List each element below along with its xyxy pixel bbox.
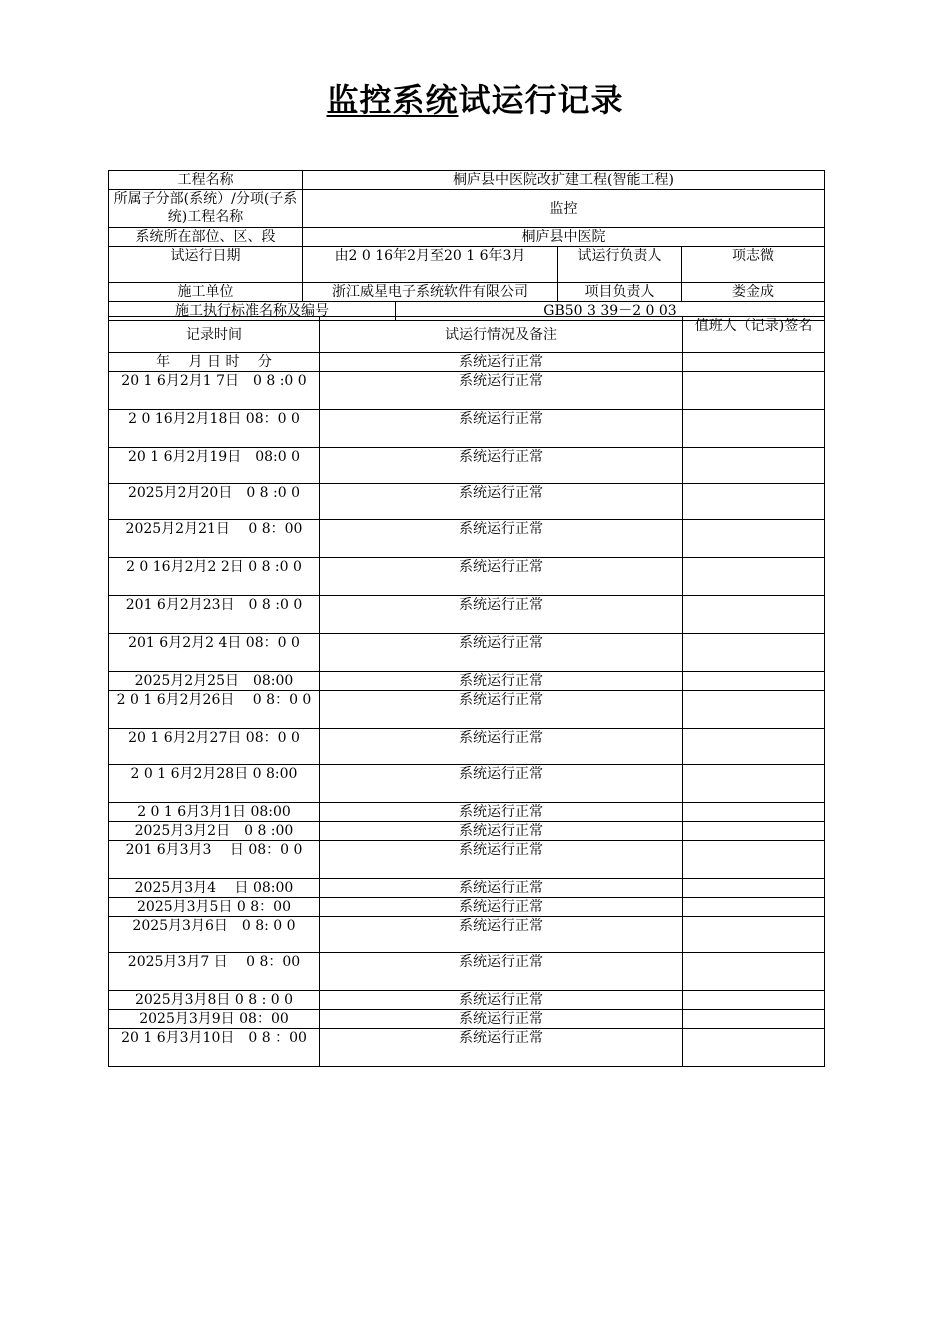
table-row [109, 448, 825, 484]
contractor-value: 浙江威星电子系统软件有限公司 [303, 283, 558, 302]
location-value: 桐庐县中医院 [303, 228, 825, 247]
table-row [109, 691, 825, 729]
record-time-cell: 2 0 16月2月2 2日 0 8 :0 0 [109, 558, 320, 596]
project-name-label: 工程名称 [109, 171, 303, 190]
record-time-cell: 2025月3月6日 0 8: 0 0 [109, 917, 320, 953]
signer-cell [683, 596, 825, 634]
record-time-cell: 201 6月2月23日 0 8 :0 0 [109, 596, 320, 634]
table-row [109, 520, 825, 558]
subsystem-value: 监控 [303, 190, 825, 228]
table-row [109, 558, 825, 596]
record-time-cell: 2025月3月5日 0 8：00 [109, 898, 320, 917]
trial-lead-label: 试运行负责人 [558, 247, 682, 283]
table-row [109, 991, 825, 1010]
status-cell: 系统运行正常 [320, 596, 683, 634]
signer-cell [683, 917, 825, 953]
location-label: 系统所在部位、区、段 [109, 228, 303, 247]
status-cell: 系统运行正常 [320, 410, 683, 448]
status-cell: 系统运行正常 [320, 558, 683, 596]
record-time-cell: 2 0 1 6月3月1日 08:00 [109, 803, 320, 822]
table-row [109, 634, 825, 672]
table-row [109, 596, 825, 634]
status-cell: 系统运行正常 [320, 765, 683, 803]
signer-cell [683, 1029, 825, 1067]
status-cell: 系统运行正常 [320, 1029, 683, 1067]
signer-cell [683, 841, 825, 879]
signer-cell [683, 520, 825, 558]
status-cell: 系统运行正常 [320, 917, 683, 953]
signer-cell [683, 879, 825, 898]
table-row [109, 953, 825, 991]
table-row [109, 1010, 825, 1029]
status-cell: 系统运行正常 [320, 691, 683, 729]
status-cell: 系统运行正常 [320, 898, 683, 917]
table-row [109, 410, 825, 448]
table-row [109, 898, 825, 917]
status-cell: 系统运行正常 [320, 953, 683, 991]
signer-cell [683, 353, 825, 372]
status-cell: 系统运行正常 [320, 372, 683, 410]
table-row [109, 372, 825, 410]
status-cell: 系统运行正常 [320, 841, 683, 879]
table-row [109, 879, 825, 898]
signer-cell [683, 822, 825, 841]
table-row [109, 1029, 825, 1067]
table-row [109, 803, 825, 822]
table-row [109, 484, 825, 520]
signer-cell [683, 765, 825, 803]
record-time-cell: 2 0 16月2月18日 08：0 0 [109, 410, 320, 448]
record-time-cell: 201 6月3月3 日 08：0 0 [109, 841, 320, 879]
status-cell: 系统运行正常 [320, 484, 683, 520]
status-header: 试运行情况及备注 [320, 317, 683, 353]
status-cell: 系统运行正常 [320, 634, 683, 672]
record-time-cell: 2 0 1 6月2月28日 0 8:00 [109, 765, 320, 803]
record-time-cell: 2025月3月2日 0 8 :00 [109, 822, 320, 841]
status-cell: 系统运行正常 [320, 879, 683, 898]
table-row [109, 729, 825, 765]
signer-cell [683, 1010, 825, 1029]
record-time-cell: 2025月2月20日 0 8 :0 0 [109, 484, 320, 520]
signer-cell [683, 991, 825, 1010]
status-cell: 系统运行正常 [320, 822, 683, 841]
status-cell: 系统运行正常 [320, 353, 683, 372]
signer-cell [683, 484, 825, 520]
status-cell: 系统运行正常 [320, 448, 683, 484]
signer-cell [683, 410, 825, 448]
project-name-value: 桐庐县中医院改扩建工程(智能工程) [303, 171, 825, 190]
record-time-cell: 201 6月2月2 4日 08：0 0 [109, 634, 320, 672]
record-time-cell: 年 月 日 时 分 [109, 353, 320, 372]
table-row [109, 672, 825, 691]
table-row [109, 917, 825, 953]
record-time-cell: 20 1 6月3月10日 0 8 ：00 [109, 1029, 320, 1067]
page-title [0, 78, 950, 122]
pm-value: 娄金成 [682, 283, 825, 302]
signer-cell [683, 803, 825, 822]
record-time-cell: 2025月3月9日 08：00 [109, 1010, 320, 1029]
status-cell: 系统运行正常 [320, 991, 683, 1010]
standard-label: 施工执行标准名称及编号 [109, 302, 396, 321]
signer-cell [683, 898, 825, 917]
record-time-cell: 2025月3月7 日 0 8：00 [109, 953, 320, 991]
time-header: 记录时间 [109, 317, 320, 353]
trial-log-table [108, 316, 825, 1067]
record-time-cell: 20 1 6月2月1 7日 0 8 :0 0 [109, 372, 320, 410]
status-cell: 系统运行正常 [320, 803, 683, 822]
record-time-cell: 2025月3月4 日 08:00 [109, 879, 320, 898]
trial-date-value: 由2 0 16年2月至20 1 6年3月 [303, 247, 558, 283]
trial-lead-value: 项志微 [682, 247, 825, 283]
project-info-table [108, 170, 825, 321]
signer-cell [683, 672, 825, 691]
signer-cell [683, 634, 825, 672]
status-cell: 系统运行正常 [320, 520, 683, 558]
record-time-cell: 2025月2月21日 0 8：00 [109, 520, 320, 558]
record-time-cell: 20 1 6月2月19日 08:0 0 [109, 448, 320, 484]
page-title-rest: 试运行记录 [458, 81, 624, 119]
record-time-cell: 2025月2月25日 08:00 [109, 672, 320, 691]
trial-date-label: 试运行日期 [109, 247, 303, 283]
signer-cell [683, 558, 825, 596]
standard-value: GB50 3 39－2 0 03 [396, 302, 825, 321]
pm-label: 项目负责人 [558, 283, 682, 302]
signer-cell [683, 691, 825, 729]
table-row [109, 822, 825, 841]
signer-cell [683, 372, 825, 410]
subsystem-label: 所属子分部(系统）/分项(子系统)工程名称 [109, 190, 303, 228]
status-cell: 系统运行正常 [320, 672, 683, 691]
signer-header: 值班人（记录)签名 [683, 317, 825, 353]
signer-cell [683, 729, 825, 765]
contractor-label: 施工单位 [109, 283, 303, 302]
status-cell: 系统运行正常 [320, 729, 683, 765]
record-time-cell: 2 0 1 6月2月26日 0 8：0 0 [109, 691, 320, 729]
record-time-cell: 2025月3月8日 0 8 : 0 0 [109, 991, 320, 1010]
table-row [109, 841, 825, 879]
signer-cell [683, 448, 825, 484]
page-title-underlined: 监控系统 [326, 81, 459, 119]
status-cell: 系统运行正常 [320, 1010, 683, 1029]
signer-cell [683, 953, 825, 991]
table-row [109, 353, 825, 372]
record-time-cell: 20 1 6月2月27日 08：0 0 [109, 729, 320, 765]
table-row [109, 765, 825, 803]
